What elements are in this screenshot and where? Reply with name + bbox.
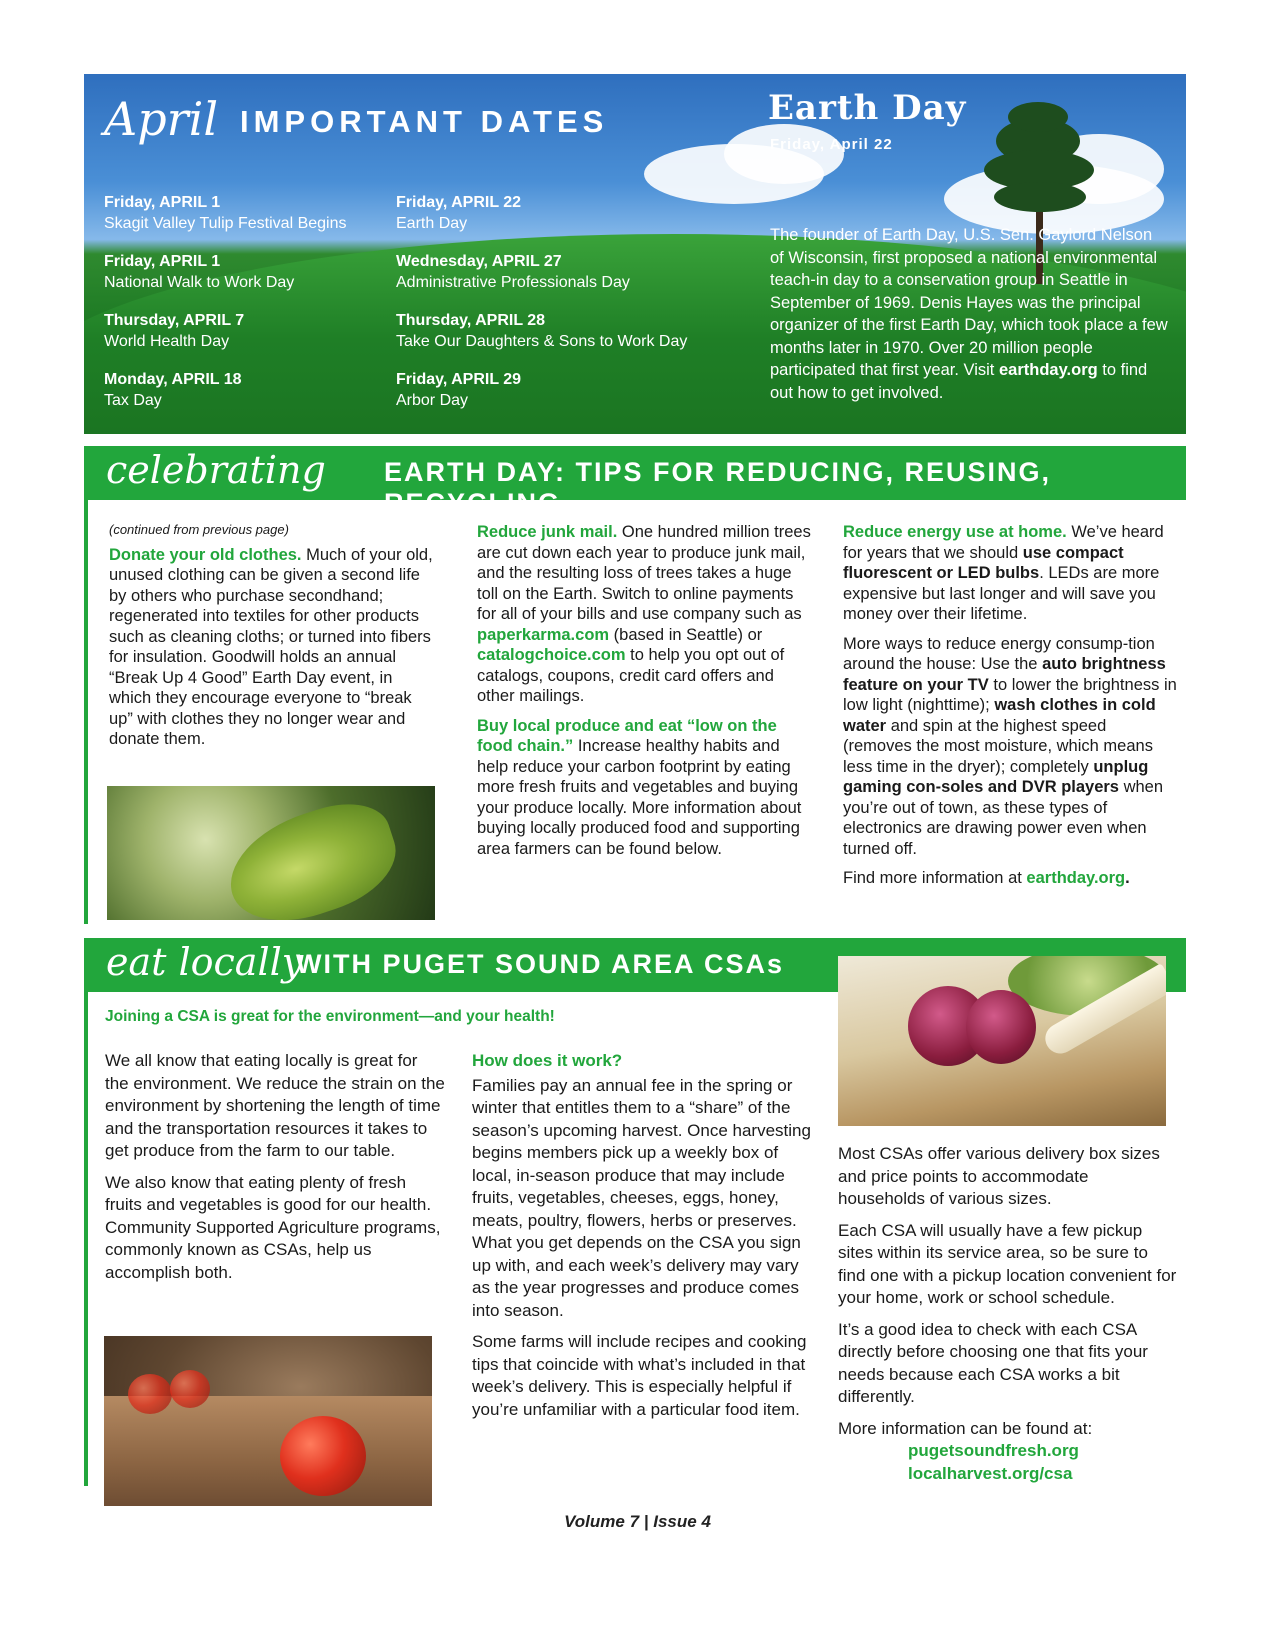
- csa-column-3: [838, 1143, 1178, 1485]
- issue-footer: Volume 7 | Issue 4: [564, 1512, 711, 1531]
- how-it-works-heading: How does it work?: [472, 1051, 623, 1070]
- csa-intro-p2: We also know that eating plenty of fresh fruits and vegetables is good for our health. Community Supported Agriculture programs, commonly known as CSAs, help us accomplish both.: [105, 1172, 441, 1282]
- how-it-works-p2: Some farms will include recipes and cooking tips that coincide with what’s included in that week’s delivery. This is especially helpful if you’re unfamiliar with a particular food item.: [472, 1332, 807, 1419]
- tip-energy-use: Reduce energy use at home. We’ve heard for years that we should use compact fluorescent or LED bulbs. LEDs are more expensive but last longer and will save you money over their lifetime.: [843, 523, 1164, 623]
- tip-find-more: Find more information at earthday.org.: [843, 869, 1130, 887]
- important-dates-banner: [84, 74, 1186, 434]
- date-item: Thursday, APRIL 7 World Health Day: [104, 312, 245, 350]
- continued-note: (continued from previous page): [109, 522, 289, 537]
- csa-info-p2: Each CSA will usually have a few pickup sites within its service area, so be sure to find one with a pickup location convenient for your home, work or school schedule.: [838, 1220, 1177, 1307]
- date-item: Friday, APRIL 22 Earth Day: [396, 194, 522, 232]
- csa-info-p1: Most CSAs offer various delivery box sizes and price points to accommodate households of various sizes.: [838, 1144, 1160, 1208]
- csa-subtitle: Joining a CSA is great for the environment—and your health!: [105, 1008, 555, 1025]
- section-title: WITH PUGET SOUND AREA CSAs: [296, 949, 785, 979]
- section-title-script: eat locally: [106, 940, 304, 984]
- section-sidebar: [84, 938, 88, 1486]
- tips-column-1: [109, 520, 439, 759]
- catalogchoice-link[interactable]: catalogchoice.com: [477, 646, 626, 664]
- pugetsoundfresh-link[interactable]: pugetsoundfresh.org: [908, 1441, 1079, 1460]
- tomato-photo: [104, 1336, 432, 1506]
- date-item: Friday, APRIL 1 Skagit Valley Tulip Festival Begins: [104, 194, 347, 232]
- tip-junk-mail: Reduce junk mail. One hundred million trees are cut down each year to produce junk mail, and the resulting loss of trees takes a huge toll on the Earth. Switch to online payments for all of your bills and use company such as paperkarma.com (based in Seattle) or catalogchoice.com to help you opt out of catalogs, coupons, credit card offers and other mailings.: [477, 523, 811, 705]
- date-item: Friday, APRIL 29 Arbor Day: [396, 371, 522, 409]
- tip-more-ways: More ways to reduce energy consump-tion around the house: Use the auto brightness feature on your TV to lower the brightness in low light (nighttime); wash clothes in cold water and spin at the highest speed (removes the most moisture, which means less time in the dryer); completely unplug gaming con-soles and DVR players when you’re out of town, as these types of electronics are drawing power even when turned off.: [843, 634, 1177, 858]
- csa-column-2: [472, 1050, 816, 1430]
- earth-day-description: The founder of Earth Day, U.S. Sen. Gaylord Nelson of Wisconsin, first proposed a national environmental teach-in day to a conservation group in Seattle in September of 1969. Denis Hayes was the principal organizer of the first Earth Day, which took place a few months later in 1970. Over 20 million people participated that first year. Visit earthday.org to find out how to get involved.: [770, 226, 1168, 402]
- date-item: Friday, APRIL 1 National Walk to Work Day: [104, 253, 295, 291]
- earth-day-title: Earth Day: [768, 88, 967, 128]
- earthday-link[interactable]: earthday.org: [998, 361, 1098, 379]
- csa-info-p3: It’s a good idea to check with each CSA directly before choosing one that fits your needs because each CSA works a bit differently.: [838, 1319, 1148, 1406]
- localharvest-link[interactable]: localharvest.org/csa: [908, 1463, 1073, 1483]
- how-it-works-p1: Families pay an annual fee in the spring or winter that entitles them to a “share” of the season’s upcoming harvest. Once harvesting begins members pick up a weekly box of local, in-season produce that may include fruits, vegetables, cheeses, eggs, honey, meats, poultry, flowers, herbs or preserves. What you get depends on the CSA you sign up with, and each week’s delivery may vary as the year progresses and produce comes into season.: [472, 1075, 811, 1320]
- section-title-script: celebrating: [106, 448, 326, 492]
- leaf-photo: [107, 786, 435, 920]
- section-header-earth-day-tips: [84, 446, 1186, 518]
- paperkarma-link[interactable]: paperkarma.com: [477, 625, 610, 644]
- tip-local-produce: Buy local produce and eat “low on the food chain.” Increase healthy habits and help reduce your carbon footprint by eating more fresh fruits and vegetables and buying your produce locally. More information about buying locally produced food and supporting area farmers can be found below.: [477, 716, 802, 858]
- tip-donate-clothes: Donate your old clothes. Much of your old, unused clothing can be given a second life by others who purchase secondhand; regenerated into textiles for other products such as cleaning cloths; or turned into fibers for insulation. Goodwill holds an annual “Break Up 4 Good” Earth Day event, in which they encourage everyone to “break up” with clothes they no longer wear and donate them.: [109, 545, 433, 748]
- csa-info-p4: More information can be found at:: [838, 1418, 1093, 1438]
- tips-column-2: [477, 522, 812, 868]
- csa-intro-p1: We all know that eating locally is great for the environment. We reduce the strain on the environment by shortening the length of time and the transportation resources it takes to get produce from the farm to our table.: [105, 1051, 445, 1160]
- banner-title: IMPORTANT DATES: [240, 104, 609, 139]
- earth-day-date: Friday, April 22: [770, 136, 893, 153]
- earthday-link[interactable]: earthday.org: [1026, 869, 1126, 887]
- banner-title-script: April: [104, 92, 219, 146]
- section-title: EARTH DAY: TIPS FOR REDUCING, REUSING, RECYCLING: [384, 457, 1052, 518]
- tips-column-3: [843, 522, 1179, 898]
- csa-column-1: [105, 1050, 445, 1293]
- date-item: Wednesday, APRIL 27 Administrative Professionals Day: [396, 253, 630, 291]
- vegetables-photo: [838, 956, 1166, 1126]
- date-item: Monday, APRIL 18 Tax Day: [104, 371, 242, 409]
- date-item: Thursday, APRIL 28 Take Our Daughters & Sons to Work Day: [396, 312, 688, 350]
- section-sidebar: [84, 446, 88, 924]
